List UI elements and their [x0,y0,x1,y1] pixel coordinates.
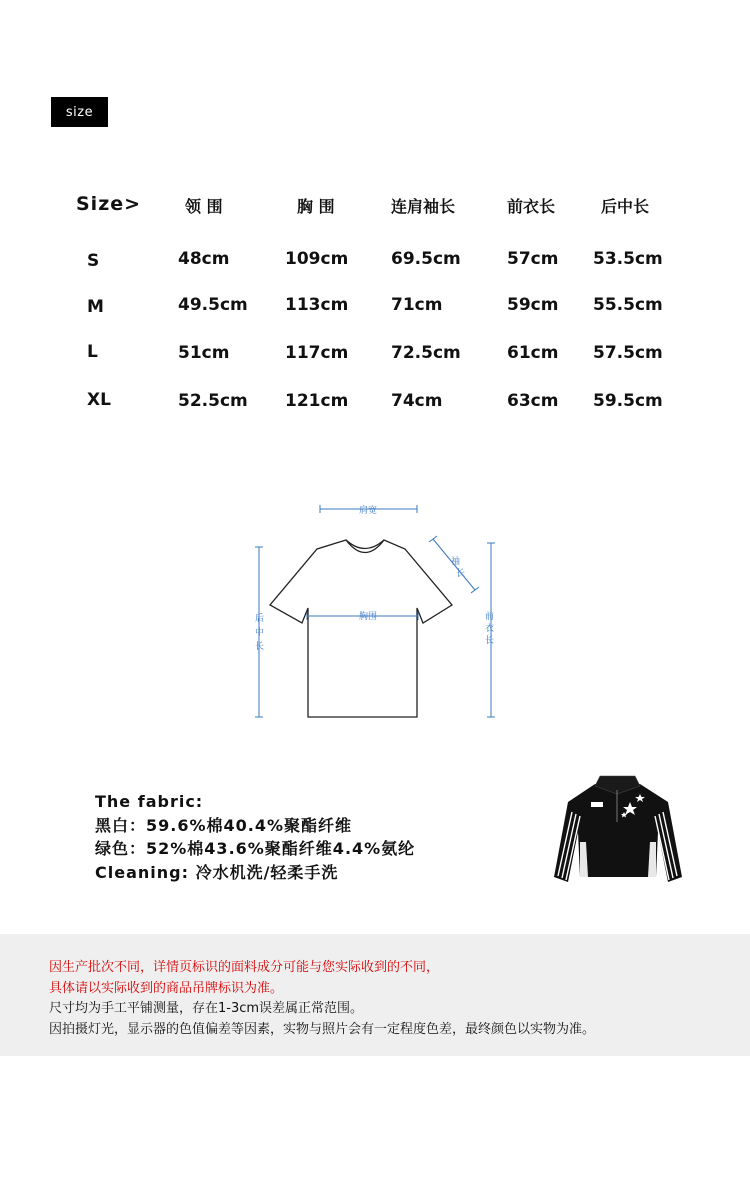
table-cell: 53.5cm [593,249,663,269]
header-chest: 胸 围 [297,197,335,216]
fabric-green: 绿色：52%棉43.6%聚酯纤维4.4%氨纶 [95,839,416,858]
size-tag: size [51,97,108,127]
header-sleeve: 连肩袖长 [391,197,456,216]
table-cell: 69.5cm [391,249,461,269]
front-length-label-1: 前 [485,612,495,622]
table-cell: 57.5cm [593,343,663,363]
row-size-label: S [87,251,100,271]
back-length-label-3: 长 [255,642,265,652]
table-cell: 71cm [391,295,443,315]
shoulder-label: 肩宽 [358,506,378,516]
row-size-label: XL [87,390,111,410]
back-length-label-1: 后 [255,614,265,624]
header-front-length: 前衣长 [507,197,556,216]
fabric-black-white: 黑白：59.6%棉40.4%聚酯纤维 [95,815,353,835]
fabric-cleaning: Cleaning: 冷水机洗/轻柔手洗 [95,862,339,882]
header-size: Size> [76,193,142,215]
table-cell: 74cm [391,391,443,411]
chest-label: 胸围 [358,612,378,622]
notice-box [0,934,750,1056]
row-size-label: M [87,297,104,317]
table-cell: 59.5cm [593,391,663,411]
fabric-info [95,790,415,884]
back-length-label-2: 中 [255,628,265,638]
table-cell: 49.5cm [178,295,248,315]
fabric-title: The fabric: [95,792,204,811]
front-length-label-2: 衣 [485,624,495,634]
notice-color-variance: 因拍摄灯光，显示器的色值偏差等因素，实物与照片会有一定程度色差，最终颜色以实物为准。 [49,1021,596,1037]
size-table [0,0,750,440]
table-cell: 113cm [285,295,349,315]
header-neck: 领 围 [185,197,223,216]
table-cell: 48cm [178,249,230,269]
header-back-length: 后中长 [601,197,650,216]
tshirt-outline [270,540,452,717]
row-size-label: L [87,342,98,362]
notice-red-line-2: 具体请以实际收到的商品吊牌标识为准。 [49,980,284,996]
table-cell: 63cm [507,391,559,411]
notice-red-line-1: 因生产批次不同，详情页标识的面料成分可能与您实际收到的不同， [49,960,440,975]
table-cell: 61cm [507,343,559,363]
table-cell: 51cm [178,343,230,363]
sleeve-label-2: 长 [456,569,466,579]
tshirt-measurement-diagram [245,495,510,725]
table-cell: 121cm [285,391,349,411]
front-length-label-3: 长 [485,636,495,646]
notice-measurement: 尺寸均为手工平铺测量，存在1-3cm误差属正常范围。 [49,1001,364,1016]
sleeve-label-1: 袖 [451,557,461,567]
table-cell: 109cm [285,249,349,269]
table-cell: 55.5cm [593,295,663,315]
table-cell: 57cm [507,249,559,269]
table-cell: 59cm [507,295,559,315]
table-cell: 52.5cm [178,391,248,411]
jacket-product-image [550,772,685,890]
table-cell: 117cm [285,343,349,363]
table-cell: 72.5cm [391,343,461,363]
